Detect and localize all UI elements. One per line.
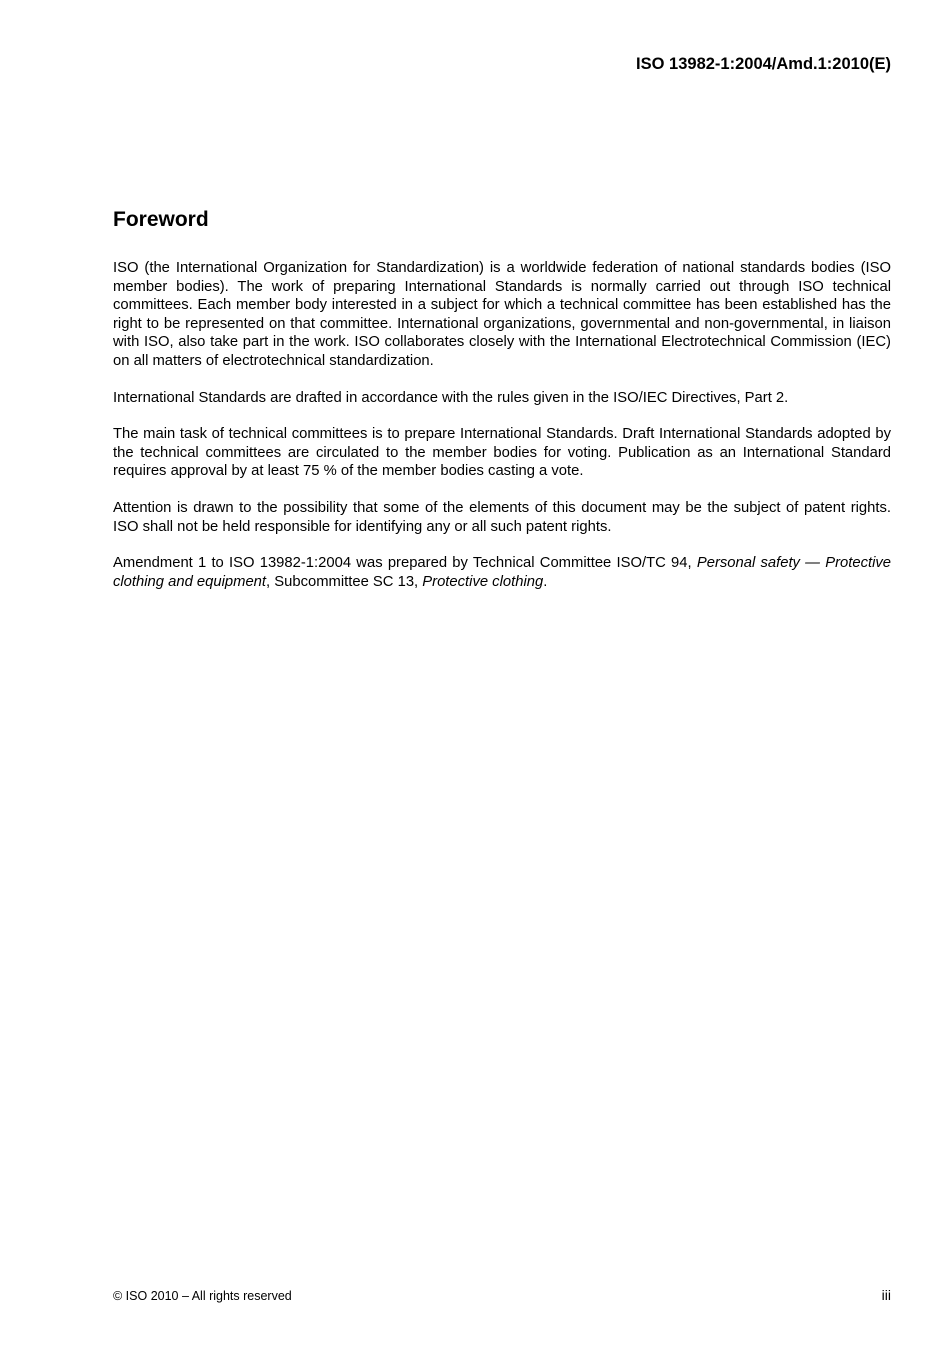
subcommittee-title: Protective clothing: [422, 573, 544, 590]
paragraph-directives: International Standards are drafted in accordance with the rules given in the ISO/IEC Directives, Part 2.: [113, 389, 789, 406]
copyright-notice: © ISO 2010 – All rights reserved: [113, 1289, 292, 1303]
paragraph-iso-overview: ISO (the International Organization for Standardization) is a worldwide federation of national standards bodies (ISO member bodies). The work of preparing International Standards is normally carried out through ISO technical committees. Each member body interested in a subject for which a technical committee has been established has the right to be represented on that committee. International organizations, governmental and non-governmental, in liaison with ISO, also take part in the work. ISO collaborates closely with the International Electrotechnical Commission (IEC) on all matters of electrotechnical standardization.: [113, 260, 891, 369]
paragraph-amendment-info: [113, 554, 891, 591]
committee-title: Personal safety — Protective clothing and equipment: [113, 555, 891, 590]
amendment-text-1: Amendment 1 to ISO 13982-1:2004 was prepared by Technical Committee ISO/TC 94,: [113, 555, 697, 572]
paragraph-patent-notice: Attention is drawn to the possibility that some of the elements of this document may be the subject of patent rights. ISO shall not be held responsible for identifying any or all such patent rights.: [113, 499, 891, 535]
page-number: iii: [881, 1287, 891, 1303]
amendment-text-3: .: [543, 573, 548, 590]
page-title: Foreword: [113, 208, 209, 231]
document-identifier: ISO 13982-1:2004/Amd.1:2010(E): [636, 55, 891, 73]
foreword-body: [113, 259, 891, 609]
amendment-text-2: , Subcommittee SC 13,: [266, 573, 423, 590]
paragraph-committee-task: The main task of technical committees is to prepare International Standards. Draft International Standards adopted by the technical committees are circulated to the member bodies for voting. Publication as an International Standard requires approval by at least 75 % of the member bodies casting a vote.: [113, 426, 891, 480]
